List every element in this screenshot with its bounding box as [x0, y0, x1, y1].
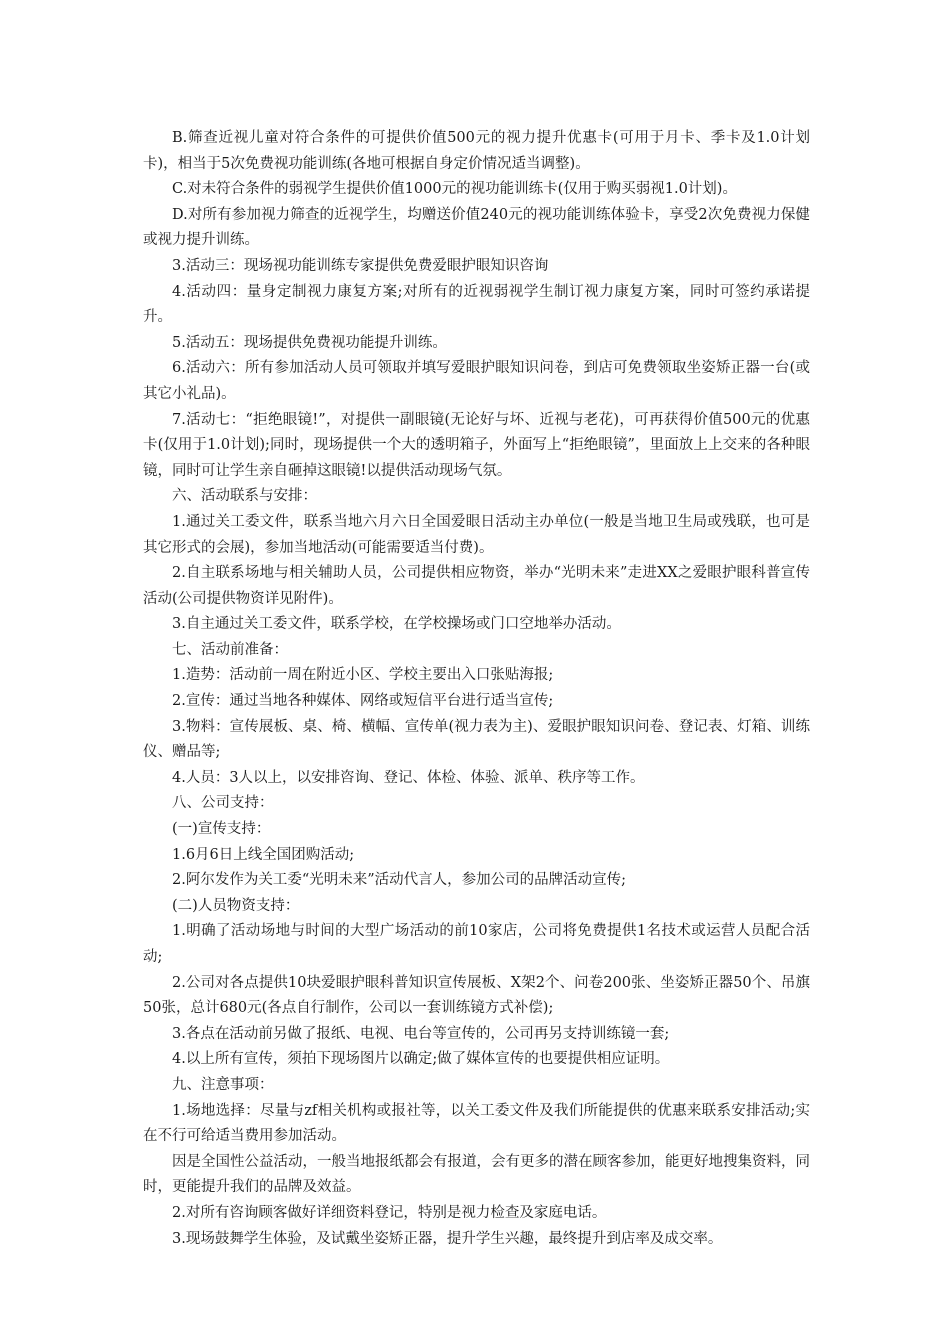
- paragraph-activity-6: 6.活动六：所有参加活动人员可领取并填写爱眼护眼知识问卷，到店可免费领取坐姿矫正器一台(或其它小礼品)。: [143, 360, 810, 402]
- paragraph-activity-4: 4.活动四：量身定制视力康复方案;对所有的近视弱视学生制订视力康复方案，同时可签约承诺提升。: [143, 283, 810, 326]
- paragraph-activity-3: 3.活动三：现场视功能训练专家提供免费爱眼护眼知识咨询: [172, 257, 549, 274]
- document-body: [143, 126, 810, 1252]
- paragraph-activity-7: 7.活动七：“拒绝眼镜!”，对提供一副眼镜(无论好与坏、近视与老花)，可再获得价值500元的优惠卡(仅用于1.0计划);同时，现场提供一个大的透明箱子，外面写上“拒绝眼镜”，里面放上上交来的各种眼镜，同时可让学生亲自砸掉这眼镜!以提供活动现场气氛。: [143, 411, 810, 479]
- paragraph-promo-1: 1.6月6日上线全国团购活动;: [172, 846, 355, 863]
- paragraph-c-amblyopia-card: C.对未符合条件的弱视学生提供价值1000元的视功能训练卡(仅用于购买弱视1.0计划)。: [172, 181, 737, 198]
- section-heading-8: 八、公司支持：: [172, 795, 274, 812]
- section-heading-9: 九、注意事项：: [172, 1076, 274, 1093]
- paragraph-staff-3: 3.各点在活动前另做了报纸、电视、电台等宣传的，公司再另支持训练镜一套;: [172, 1025, 670, 1042]
- paragraph-prep-4: 4.人员：3人以上，以安排咨询、登记、体检、体验、派单、秩序等工作。: [172, 769, 645, 786]
- paragraph-prep-3: 3.物料：宣传展板、桌、椅、横幅、宣传单(视力表为主)、爱眼护眼知识问卷、登记表、灯箱、训练仪、赠品等;: [143, 718, 810, 761]
- paragraph-notes-reason: 因是全国性公益活动，一般当地报纸都会有报道，会有更多的潜在顾客参加，能更好地搜集资料，同时，更能提升我们的品牌及效益。: [143, 1153, 810, 1196]
- paragraph-b-discount-card: B.筛查近视儿童对符合条件的可提供价值500元的视力提升优惠卡(可用于月卡、季卡及1.0计划卡)，相当于5次免费视功能训练(各地可根据自身定价情况适当调整)。: [143, 130, 810, 172]
- subheading-staff-support: (二)人员物资支持：: [172, 897, 300, 914]
- section-heading-6: 六、活动联系与安排：: [172, 488, 317, 505]
- section-heading-7: 七、活动前准备：: [172, 641, 288, 658]
- paragraph-prep-1: 1.造势：活动前一周在附近小区、学校主要出入口张贴海报;: [172, 667, 554, 684]
- paragraph-promo-2: 2.阿尔发作为关工委“光明未来”活动代言人，参加公司的品牌活动宣传;: [172, 872, 627, 889]
- paragraph-notes-2: 2.对所有咨询顾客做好详细资料登记，特别是视力检查及家庭电话。: [172, 1204, 607, 1221]
- paragraph-notes-3: 3.现场鼓舞学生体验，及试戴坐姿矫正器，提升学生兴趣，最终提升到店率及成交率。: [172, 1230, 723, 1247]
- paragraph-d-experience-card: D.对所有参加视力筛查的近视学生，均赠送价值240元的视功能训练体验卡，享受2次免费视力保健或视力提升训练。: [143, 206, 810, 249]
- paragraph-staff-1: 1.明确了活动场地与时间的大型广场活动的前10家店，公司将免费提供1名技术或运营人员配合活动;: [143, 923, 810, 965]
- paragraph-activity-5: 5.活动五：现场提供免费视功能提升训练。: [172, 334, 447, 351]
- subheading-promo-support: (一)宣传支持：: [172, 821, 271, 838]
- paragraph-prep-2: 2.宣传：通过当地各种媒体、网络或短信平台进行适当宣传;: [172, 693, 554, 710]
- paragraph-contact-1: 1.通过关工委文件，联系当地六月六日全国爱眼日活动主办单位(一般是当地卫生局或残联，也可是其它形式的会展)，参加当地活动(可能需要适当付费)。: [143, 513, 810, 556]
- paragraph-staff-4: 4.以上所有宣传，须拍下现场图片以确定;做了媒体宣传的也要提供相应证明。: [172, 1051, 670, 1068]
- paragraph-notes-1: 1.场地选择：尽量与zf相关机构或报社等，以关工委文件及我们所能提供的优惠来联系安排活动;实在不行可给适当费用参加活动。: [143, 1102, 810, 1145]
- paragraph-contact-2: 2.自主联系场地与相关辅助人员，公司提供相应物资，举办“光明未来”走进XX之爱眼护眼科普宣传活动(公司提供物资详见附件)。: [143, 565, 810, 607]
- paragraph-staff-2: 2.公司对各点提供10块爱眼护眼科普知识宣传展板、X架2个、问卷200张、坐姿矫正器50个、吊旗50张，总计680元(各点自行制作，公司以一套训练镜方式补偿);: [143, 974, 810, 1017]
- paragraph-contact-3: 3.自主通过关工委文件，联系学校，在学校操场或门口空地举办活动。: [172, 616, 621, 633]
